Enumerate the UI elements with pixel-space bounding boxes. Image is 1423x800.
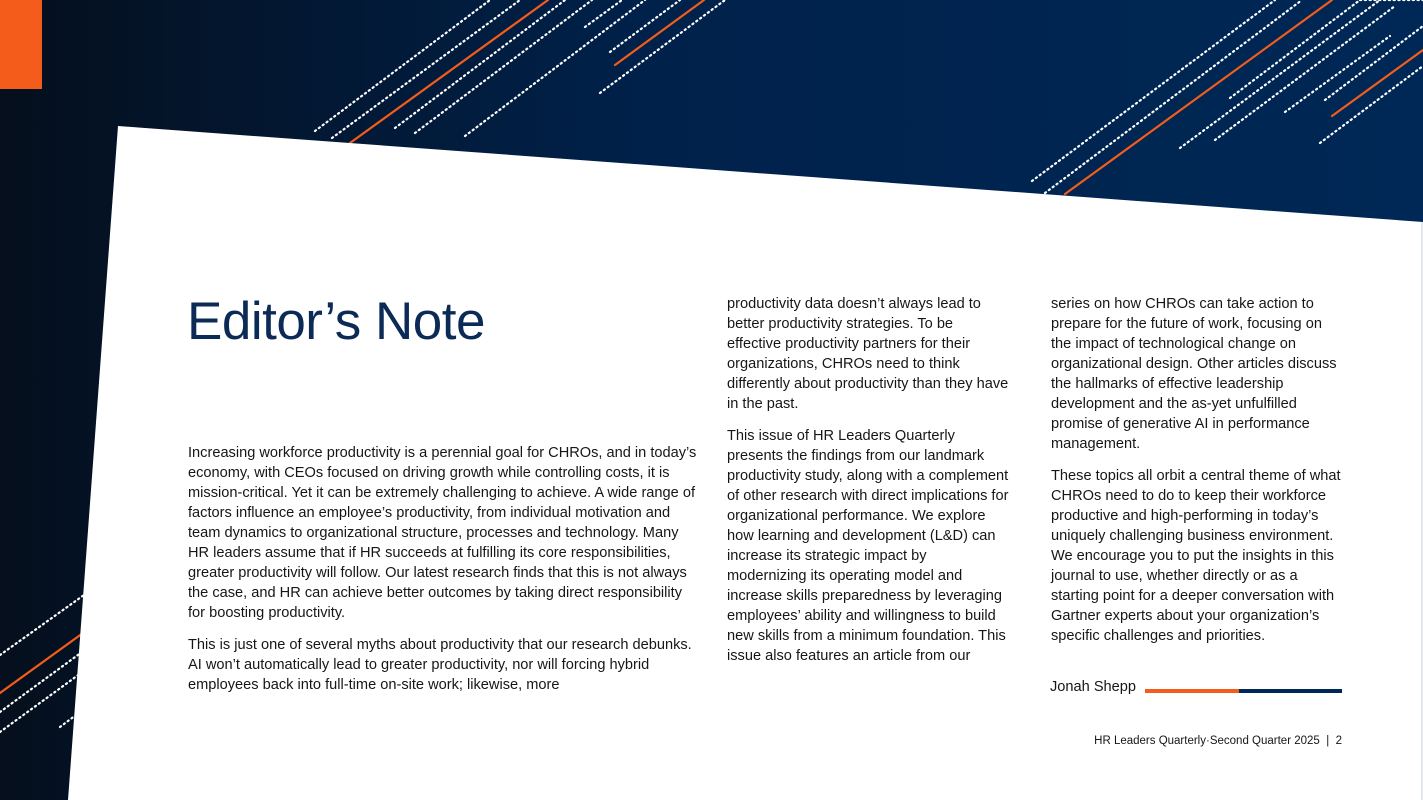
signature-rule-navy — [1239, 689, 1342, 693]
article-column-1 — [188, 443, 698, 707]
page-title: Editor’s Note — [187, 292, 485, 351]
paragraph: Increasing workforce productivity is a perennial goal for CHROs, and in today’s economy, with CEOs focused on driving growth while controlling costs, it is mission-critical. Yet it can be extremely challenging to achieve. A wide range of factors influence an employee’s productivity, from individual motivation and team dynamics to organizational structure, processes and technology. Many HR leaders assume that if HR succeeds at fulfilling its core responsibilities, greater productivity will follow. Our latest research finds that this is not always the case, and HR can achieve better outcomes by taking direct responsibility for boosting productivity. — [188, 445, 697, 621]
footer-divider: | — [1326, 735, 1330, 747]
article-column-2 — [727, 294, 1009, 678]
signature-rule-orange — [1145, 689, 1239, 693]
article-column-3 — [1051, 294, 1343, 658]
paragraph: This is just one of several myths about productivity that our research debunks. AI won’t automatically lead to greater productivity, nor will forcing hybrid employees back into full-time on-site work; likewise, more — [188, 637, 692, 693]
footer-issue: Second Quarter 2025 — [1209, 735, 1320, 747]
orange-corner-block — [0, 0, 42, 89]
signature-rule — [1145, 689, 1342, 693]
author-signature: Jonah Shepp — [1050, 679, 1137, 695]
footer-separator: · — [1206, 735, 1210, 747]
footer-page-number: 2 — [1335, 735, 1342, 747]
paragraph: This issue of HR Leaders Quarterly presents the findings from our landmark productivity study, along with a complement of other research with direct implications for organizational performance. We explore how learning and development (L&D) can increase its strategic impact by modernizing its operating model and increase skills preparedness by leveraging employees’ ability and willingness to build new skills from a minimum foundation. This issue also features an article from our — [727, 428, 1009, 664]
paragraph: series on how CHROs can take action to prepare for the future of work, focusing on the impact of technological change on organizational design. Other articles discuss the hallmarks of effective leadership development and the as-yet unfulfilled promise of generative AI in performance management. — [1051, 296, 1337, 452]
footer-publication: HR Leaders Quarterly — [1094, 735, 1206, 747]
paragraph: These topics all orbit a central theme of what CHROs need to do to keep their workforce productive and high-performing in today’s uniquely challenging business environment. We encourage you to put the insights in this journal to use, whether directly or as a starting point for a deeper conversation with Gartner experts about your organization’s specific challenges and priorities. — [1051, 468, 1341, 644]
paragraph: productivity data doesn’t always lead to better productivity strategies. To be effective productivity partners for their organizations, CHROs need to think differently about productivity than they have in the past. — [727, 296, 1009, 412]
page-footer — [1094, 735, 1342, 747]
